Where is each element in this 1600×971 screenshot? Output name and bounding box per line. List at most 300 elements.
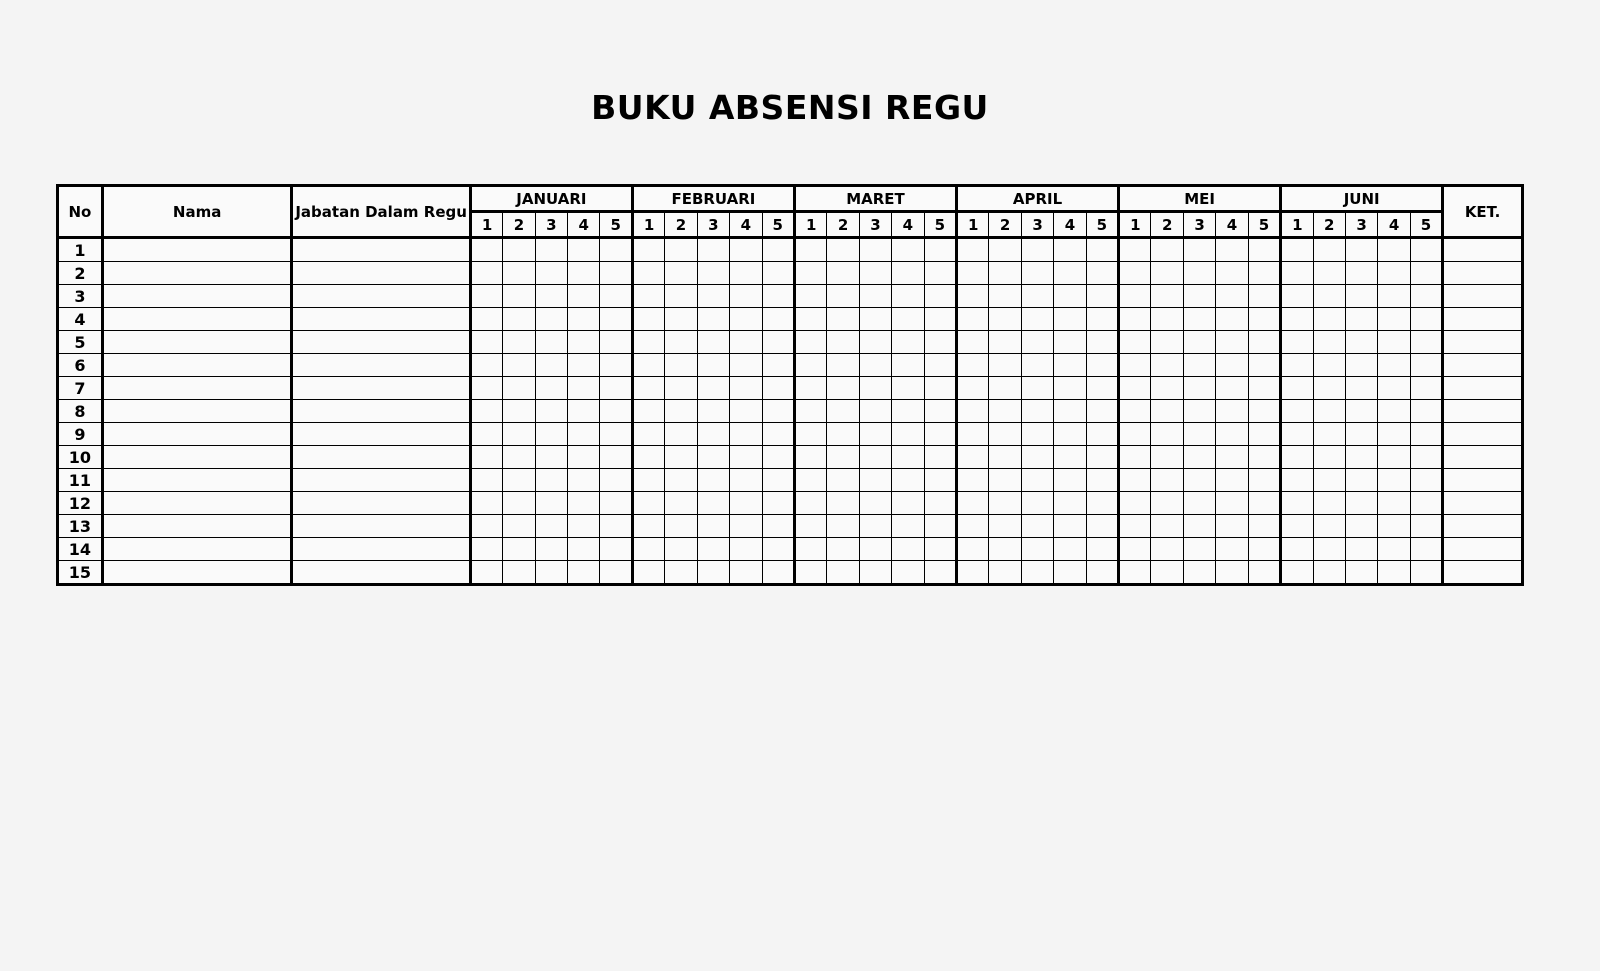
cell-attendance[interactable]: [794, 238, 826, 262]
cell-attendance[interactable]: [470, 561, 502, 585]
cell-attendance[interactable]: [1410, 308, 1442, 331]
cell-attendance[interactable]: [600, 423, 632, 446]
cell-attendance[interactable]: [1345, 446, 1377, 469]
cell-attendance[interactable]: [1183, 469, 1215, 492]
cell-attendance[interactable]: [794, 331, 826, 354]
cell-attendance[interactable]: [1313, 515, 1345, 538]
cell-attendance[interactable]: [503, 538, 535, 561]
cell-attendance[interactable]: [1410, 377, 1442, 400]
cell-attendance[interactable]: [1183, 446, 1215, 469]
cell-attendance[interactable]: [1281, 561, 1313, 585]
cell-attendance[interactable]: [1119, 446, 1151, 469]
cell-attendance[interactable]: [697, 377, 729, 400]
cell-attendance[interactable]: [1248, 331, 1280, 354]
cell-attendance[interactable]: [1313, 354, 1345, 377]
cell-attendance[interactable]: [859, 538, 891, 561]
cell-attendance[interactable]: [1410, 561, 1442, 585]
cell-attendance[interactable]: [859, 354, 891, 377]
cell-attendance[interactable]: [568, 354, 600, 377]
cell-attendance[interactable]: [859, 561, 891, 585]
cell-attendance[interactable]: [1119, 400, 1151, 423]
cell-attendance[interactable]: [957, 354, 989, 377]
cell-attendance[interactable]: [1216, 238, 1248, 262]
cell-attendance[interactable]: [1021, 423, 1053, 446]
cell-attendance[interactable]: [1183, 400, 1215, 423]
cell-attendance[interactable]: [989, 538, 1021, 561]
cell-attendance[interactable]: [730, 308, 762, 331]
cell-attendance[interactable]: [1086, 262, 1118, 285]
cell-attendance[interactable]: [1345, 331, 1377, 354]
cell-attendance[interactable]: [1248, 308, 1280, 331]
cell-attendance[interactable]: [535, 238, 567, 262]
cell-attendance[interactable]: [924, 308, 956, 331]
cell-attendance[interactable]: [1216, 377, 1248, 400]
cell-attendance[interactable]: [1248, 561, 1280, 585]
cell-attendance[interactable]: [1183, 492, 1215, 515]
cell-attendance[interactable]: [1281, 400, 1313, 423]
cell-nama[interactable]: [102, 400, 292, 423]
cell-attendance[interactable]: [762, 561, 794, 585]
cell-attendance[interactable]: [535, 400, 567, 423]
cell-ket[interactable]: [1443, 377, 1523, 400]
cell-attendance[interactable]: [827, 423, 859, 446]
cell-attendance[interactable]: [1378, 446, 1410, 469]
cell-attendance[interactable]: [697, 561, 729, 585]
cell-attendance[interactable]: [470, 400, 502, 423]
cell-attendance[interactable]: [762, 354, 794, 377]
cell-attendance[interactable]: [1119, 238, 1151, 262]
cell-attendance[interactable]: [859, 377, 891, 400]
cell-attendance[interactable]: [1281, 538, 1313, 561]
cell-attendance[interactable]: [1313, 423, 1345, 446]
cell-attendance[interactable]: [1119, 561, 1151, 585]
cell-attendance[interactable]: [697, 515, 729, 538]
cell-attendance[interactable]: [892, 538, 924, 561]
cell-attendance[interactable]: [730, 238, 762, 262]
cell-attendance[interactable]: [1345, 377, 1377, 400]
cell-attendance[interactable]: [568, 262, 600, 285]
cell-nama[interactable]: [102, 492, 292, 515]
cell-attendance[interactable]: [568, 331, 600, 354]
cell-attendance[interactable]: [957, 262, 989, 285]
cell-jabatan[interactable]: [292, 262, 470, 285]
cell-attendance[interactable]: [600, 538, 632, 561]
cell-attendance[interactable]: [762, 308, 794, 331]
cell-attendance[interactable]: [1151, 285, 1183, 308]
cell-attendance[interactable]: [1410, 492, 1442, 515]
cell-attendance[interactable]: [1248, 377, 1280, 400]
cell-jabatan[interactable]: [292, 238, 470, 262]
cell-nama[interactable]: [102, 538, 292, 561]
cell-attendance[interactable]: [1410, 423, 1442, 446]
cell-attendance[interactable]: [1313, 446, 1345, 469]
cell-attendance[interactable]: [503, 308, 535, 331]
cell-attendance[interactable]: [924, 561, 956, 585]
cell-attendance[interactable]: [665, 285, 697, 308]
cell-attendance[interactable]: [568, 400, 600, 423]
cell-attendance[interactable]: [600, 285, 632, 308]
cell-attendance[interactable]: [1345, 238, 1377, 262]
cell-attendance[interactable]: [762, 238, 794, 262]
cell-attendance[interactable]: [1151, 331, 1183, 354]
cell-attendance[interactable]: [1345, 423, 1377, 446]
cell-attendance[interactable]: [1119, 538, 1151, 561]
cell-attendance[interactable]: [730, 561, 762, 585]
cell-attendance[interactable]: [1119, 469, 1151, 492]
cell-attendance[interactable]: [762, 423, 794, 446]
cell-attendance[interactable]: [924, 423, 956, 446]
cell-attendance[interactable]: [1054, 446, 1086, 469]
cell-attendance[interactable]: [924, 238, 956, 262]
cell-attendance[interactable]: [470, 238, 502, 262]
cell-attendance[interactable]: [989, 238, 1021, 262]
cell-jabatan[interactable]: [292, 423, 470, 446]
cell-jabatan[interactable]: [292, 377, 470, 400]
cell-attendance[interactable]: [568, 238, 600, 262]
cell-nama[interactable]: [102, 446, 292, 469]
cell-attendance[interactable]: [568, 308, 600, 331]
cell-attendance[interactable]: [924, 469, 956, 492]
cell-attendance[interactable]: [470, 308, 502, 331]
cell-attendance[interactable]: [1216, 400, 1248, 423]
cell-jabatan[interactable]: [292, 331, 470, 354]
cell-attendance[interactable]: [957, 331, 989, 354]
cell-attendance[interactable]: [924, 515, 956, 538]
cell-attendance[interactable]: [600, 492, 632, 515]
cell-attendance[interactable]: [892, 423, 924, 446]
cell-attendance[interactable]: [794, 515, 826, 538]
cell-attendance[interactable]: [1248, 469, 1280, 492]
cell-attendance[interactable]: [1054, 308, 1086, 331]
cell-ket[interactable]: [1443, 469, 1523, 492]
cell-attendance[interactable]: [632, 561, 664, 585]
cell-attendance[interactable]: [1119, 492, 1151, 515]
cell-attendance[interactable]: [1216, 492, 1248, 515]
cell-attendance[interactable]: [989, 331, 1021, 354]
cell-attendance[interactable]: [1054, 423, 1086, 446]
cell-attendance[interactable]: [827, 446, 859, 469]
cell-attendance[interactable]: [1119, 515, 1151, 538]
cell-attendance[interactable]: [1151, 238, 1183, 262]
cell-jabatan[interactable]: [292, 446, 470, 469]
cell-attendance[interactable]: [665, 446, 697, 469]
cell-attendance[interactable]: [827, 561, 859, 585]
cell-attendance[interactable]: [1313, 262, 1345, 285]
cell-attendance[interactable]: [535, 308, 567, 331]
cell-attendance[interactable]: [535, 354, 567, 377]
cell-attendance[interactable]: [730, 331, 762, 354]
cell-attendance[interactable]: [503, 262, 535, 285]
cell-attendance[interactable]: [1248, 423, 1280, 446]
cell-attendance[interactable]: [1021, 515, 1053, 538]
cell-attendance[interactable]: [892, 262, 924, 285]
cell-attendance[interactable]: [1313, 400, 1345, 423]
cell-attendance[interactable]: [924, 446, 956, 469]
cell-attendance[interactable]: [535, 515, 567, 538]
cell-attendance[interactable]: [503, 469, 535, 492]
cell-attendance[interactable]: [1151, 469, 1183, 492]
cell-attendance[interactable]: [1183, 308, 1215, 331]
cell-attendance[interactable]: [1378, 561, 1410, 585]
cell-attendance[interactable]: [794, 285, 826, 308]
cell-attendance[interactable]: [1281, 262, 1313, 285]
cell-attendance[interactable]: [1345, 285, 1377, 308]
cell-attendance[interactable]: [1054, 492, 1086, 515]
cell-attendance[interactable]: [794, 538, 826, 561]
cell-nama[interactable]: [102, 515, 292, 538]
cell-attendance[interactable]: [1021, 400, 1053, 423]
cell-attendance[interactable]: [794, 400, 826, 423]
cell-attendance[interactable]: [1151, 423, 1183, 446]
cell-attendance[interactable]: [957, 377, 989, 400]
cell-attendance[interactable]: [827, 377, 859, 400]
cell-attendance[interactable]: [957, 308, 989, 331]
cell-attendance[interactable]: [1151, 492, 1183, 515]
cell-attendance[interactable]: [1151, 377, 1183, 400]
cell-attendance[interactable]: [1313, 561, 1345, 585]
cell-attendance[interactable]: [1086, 354, 1118, 377]
cell-attendance[interactable]: [1313, 285, 1345, 308]
cell-attendance[interactable]: [794, 469, 826, 492]
cell-attendance[interactable]: [470, 285, 502, 308]
cell-attendance[interactable]: [632, 492, 664, 515]
cell-attendance[interactable]: [665, 238, 697, 262]
cell-attendance[interactable]: [1021, 469, 1053, 492]
cell-nama[interactable]: [102, 469, 292, 492]
cell-attendance[interactable]: [1281, 423, 1313, 446]
cell-attendance[interactable]: [1183, 331, 1215, 354]
cell-attendance[interactable]: [535, 538, 567, 561]
cell-attendance[interactable]: [697, 354, 729, 377]
cell-attendance[interactable]: [1345, 515, 1377, 538]
cell-attendance[interactable]: [1378, 354, 1410, 377]
cell-attendance[interactable]: [892, 377, 924, 400]
cell-attendance[interactable]: [730, 423, 762, 446]
cell-attendance[interactable]: [1378, 538, 1410, 561]
cell-attendance[interactable]: [697, 308, 729, 331]
cell-attendance[interactable]: [470, 538, 502, 561]
cell-nama[interactable]: [102, 238, 292, 262]
cell-attendance[interactable]: [1119, 377, 1151, 400]
cell-attendance[interactable]: [1378, 400, 1410, 423]
cell-attendance[interactable]: [503, 354, 535, 377]
cell-attendance[interactable]: [503, 492, 535, 515]
cell-attendance[interactable]: [1313, 331, 1345, 354]
cell-attendance[interactable]: [859, 423, 891, 446]
cell-attendance[interactable]: [665, 515, 697, 538]
cell-attendance[interactable]: [1021, 285, 1053, 308]
cell-attendance[interactable]: [1119, 423, 1151, 446]
cell-attendance[interactable]: [1086, 285, 1118, 308]
cell-attendance[interactable]: [989, 469, 1021, 492]
cell-attendance[interactable]: [568, 515, 600, 538]
cell-attendance[interactable]: [1183, 285, 1215, 308]
cell-attendance[interactable]: [470, 377, 502, 400]
cell-attendance[interactable]: [1151, 538, 1183, 561]
cell-attendance[interactable]: [503, 238, 535, 262]
cell-attendance[interactable]: [989, 492, 1021, 515]
cell-attendance[interactable]: [859, 331, 891, 354]
cell-attendance[interactable]: [762, 515, 794, 538]
cell-attendance[interactable]: [1248, 285, 1280, 308]
cell-attendance[interactable]: [470, 423, 502, 446]
cell-attendance[interactable]: [794, 446, 826, 469]
cell-attendance[interactable]: [892, 469, 924, 492]
cell-attendance[interactable]: [730, 285, 762, 308]
cell-jabatan[interactable]: [292, 561, 470, 585]
cell-attendance[interactable]: [1021, 354, 1053, 377]
cell-attendance[interactable]: [1313, 492, 1345, 515]
cell-attendance[interactable]: [1216, 515, 1248, 538]
cell-ket[interactable]: [1443, 400, 1523, 423]
cell-attendance[interactable]: [1248, 515, 1280, 538]
cell-attendance[interactable]: [568, 377, 600, 400]
cell-attendance[interactable]: [794, 308, 826, 331]
cell-attendance[interactable]: [924, 354, 956, 377]
cell-attendance[interactable]: [1183, 262, 1215, 285]
cell-attendance[interactable]: [827, 262, 859, 285]
cell-attendance[interactable]: [1378, 492, 1410, 515]
cell-attendance[interactable]: [892, 354, 924, 377]
cell-attendance[interactable]: [957, 492, 989, 515]
cell-attendance[interactable]: [1248, 446, 1280, 469]
cell-attendance[interactable]: [1021, 561, 1053, 585]
cell-attendance[interactable]: [1345, 308, 1377, 331]
cell-attendance[interactable]: [1281, 354, 1313, 377]
cell-attendance[interactable]: [957, 446, 989, 469]
cell-attendance[interactable]: [1119, 308, 1151, 331]
cell-attendance[interactable]: [794, 262, 826, 285]
cell-attendance[interactable]: [859, 285, 891, 308]
cell-attendance[interactable]: [1151, 446, 1183, 469]
cell-attendance[interactable]: [1378, 423, 1410, 446]
cell-ket[interactable]: [1443, 446, 1523, 469]
cell-attendance[interactable]: [697, 538, 729, 561]
cell-attendance[interactable]: [1183, 538, 1215, 561]
cell-attendance[interactable]: [1248, 262, 1280, 285]
cell-attendance[interactable]: [957, 285, 989, 308]
cell-attendance[interactable]: [632, 538, 664, 561]
cell-attendance[interactable]: [1216, 446, 1248, 469]
cell-attendance[interactable]: [1086, 492, 1118, 515]
cell-attendance[interactable]: [535, 469, 567, 492]
cell-attendance[interactable]: [762, 538, 794, 561]
cell-attendance[interactable]: [827, 492, 859, 515]
cell-attendance[interactable]: [470, 262, 502, 285]
cell-attendance[interactable]: [924, 400, 956, 423]
cell-attendance[interactable]: [1183, 515, 1215, 538]
cell-attendance[interactable]: [1086, 331, 1118, 354]
cell-attendance[interactable]: [1410, 469, 1442, 492]
cell-attendance[interactable]: [762, 377, 794, 400]
cell-attendance[interactable]: [1021, 377, 1053, 400]
cell-attendance[interactable]: [1313, 469, 1345, 492]
cell-attendance[interactable]: [665, 492, 697, 515]
cell-attendance[interactable]: [1378, 377, 1410, 400]
cell-attendance[interactable]: [1410, 238, 1442, 262]
cell-attendance[interactable]: [827, 308, 859, 331]
cell-attendance[interactable]: [892, 515, 924, 538]
cell-attendance[interactable]: [600, 377, 632, 400]
cell-attendance[interactable]: [1313, 538, 1345, 561]
cell-attendance[interactable]: [600, 238, 632, 262]
cell-attendance[interactable]: [762, 492, 794, 515]
cell-jabatan[interactable]: [292, 400, 470, 423]
cell-attendance[interactable]: [1345, 469, 1377, 492]
cell-attendance[interactable]: [1151, 400, 1183, 423]
cell-attendance[interactable]: [892, 561, 924, 585]
cell-attendance[interactable]: [989, 377, 1021, 400]
cell-attendance[interactable]: [730, 515, 762, 538]
cell-attendance[interactable]: [1151, 515, 1183, 538]
cell-attendance[interactable]: [1410, 400, 1442, 423]
cell-attendance[interactable]: [535, 331, 567, 354]
cell-attendance[interactable]: [1021, 238, 1053, 262]
cell-attendance[interactable]: [503, 515, 535, 538]
cell-attendance[interactable]: [1021, 262, 1053, 285]
cell-attendance[interactable]: [762, 446, 794, 469]
cell-jabatan[interactable]: [292, 469, 470, 492]
cell-attendance[interactable]: [1281, 238, 1313, 262]
cell-attendance[interactable]: [470, 354, 502, 377]
cell-attendance[interactable]: [859, 238, 891, 262]
cell-ket[interactable]: [1443, 238, 1523, 262]
cell-attendance[interactable]: [535, 423, 567, 446]
cell-attendance[interactable]: [1281, 515, 1313, 538]
cell-attendance[interactable]: [1119, 262, 1151, 285]
cell-attendance[interactable]: [762, 285, 794, 308]
cell-attendance[interactable]: [1054, 285, 1086, 308]
cell-attendance[interactable]: [535, 446, 567, 469]
cell-attendance[interactable]: [632, 285, 664, 308]
cell-attendance[interactable]: [600, 354, 632, 377]
cell-attendance[interactable]: [1216, 285, 1248, 308]
cell-attendance[interactable]: [1054, 538, 1086, 561]
cell-attendance[interactable]: [1119, 285, 1151, 308]
cell-nama[interactable]: [102, 423, 292, 446]
cell-attendance[interactable]: [957, 423, 989, 446]
cell-attendance[interactable]: [665, 354, 697, 377]
cell-nama[interactable]: [102, 377, 292, 400]
cell-attendance[interactable]: [697, 446, 729, 469]
cell-attendance[interactable]: [470, 331, 502, 354]
cell-attendance[interactable]: [827, 469, 859, 492]
cell-attendance[interactable]: [600, 561, 632, 585]
cell-attendance[interactable]: [989, 262, 1021, 285]
cell-attendance[interactable]: [535, 262, 567, 285]
cell-attendance[interactable]: [1345, 354, 1377, 377]
cell-attendance[interactable]: [600, 469, 632, 492]
cell-attendance[interactable]: [568, 285, 600, 308]
cell-attendance[interactable]: [632, 446, 664, 469]
cell-attendance[interactable]: [957, 561, 989, 585]
cell-attendance[interactable]: [827, 238, 859, 262]
cell-nama[interactable]: [102, 354, 292, 377]
cell-attendance[interactable]: [1021, 446, 1053, 469]
cell-attendance[interactable]: [1183, 377, 1215, 400]
cell-attendance[interactable]: [632, 515, 664, 538]
cell-attendance[interactable]: [892, 492, 924, 515]
cell-attendance[interactable]: [730, 446, 762, 469]
cell-attendance[interactable]: [1151, 308, 1183, 331]
cell-ket[interactable]: [1443, 354, 1523, 377]
cell-attendance[interactable]: [924, 538, 956, 561]
cell-attendance[interactable]: [859, 446, 891, 469]
cell-attendance[interactable]: [859, 515, 891, 538]
cell-attendance[interactable]: [1183, 561, 1215, 585]
cell-attendance[interactable]: [827, 285, 859, 308]
cell-nama[interactable]: [102, 262, 292, 285]
